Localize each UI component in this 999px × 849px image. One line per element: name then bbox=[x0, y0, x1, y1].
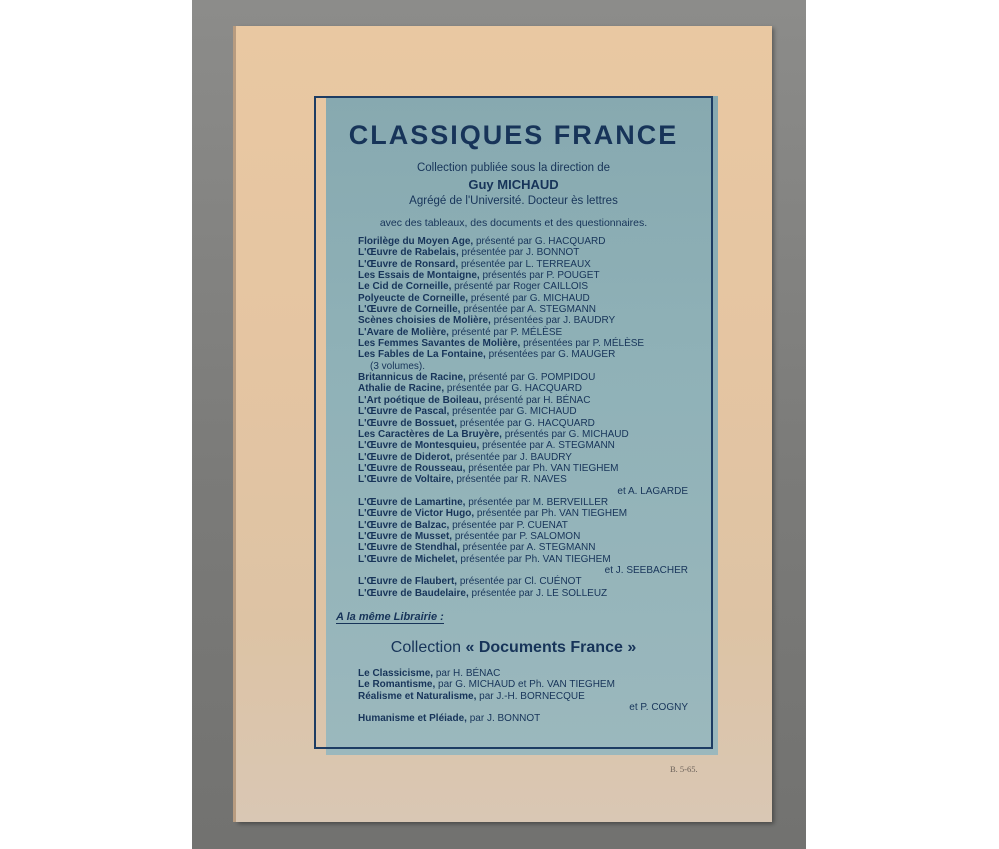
list-item bbox=[358, 247, 708, 258]
list-item bbox=[358, 679, 708, 690]
list-item bbox=[358, 520, 708, 531]
collection-subtitle: avec des tableaux, des documents et des questionnaires. bbox=[379, 217, 648, 229]
list-item bbox=[358, 418, 708, 429]
work-presenter: présentée par A. STEGMANN bbox=[482, 440, 615, 452]
editor-name: Guy MICHAUD bbox=[468, 177, 559, 192]
list-item bbox=[358, 452, 708, 463]
work-title: L'Œuvre de Bossuet, bbox=[358, 417, 458, 429]
list-item bbox=[358, 315, 708, 326]
list-item bbox=[358, 406, 708, 417]
work-title: L'Œuvre de Rousseau, bbox=[358, 462, 466, 474]
work-presenter: présentée par G. HACQUARD bbox=[459, 417, 595, 429]
work-title: Scènes choisies de Molière, bbox=[358, 315, 491, 327]
work-title: L'Œuvre de Corneille, bbox=[358, 304, 461, 316]
work-presenter: présentée par M. BERVEILLER bbox=[468, 496, 609, 508]
list-item bbox=[358, 691, 708, 702]
list-item bbox=[358, 259, 708, 270]
work-presenter: présenté par P. MÉLÈSE bbox=[451, 326, 563, 338]
work-presenter: présentées par J. BAUDRY bbox=[493, 315, 616, 327]
work-title: L'Œuvre de Ronsard, bbox=[358, 258, 459, 270]
list-item bbox=[358, 713, 708, 724]
list-item bbox=[358, 542, 708, 553]
work-title: L'Œuvre de Flaubert, bbox=[358, 576, 458, 588]
work-presenter: présenté par G. HACQUARD bbox=[475, 236, 606, 247]
work-presenter: présentée par L. TERREAUX bbox=[460, 258, 591, 270]
same-bookshop-label: A la même Librairie : bbox=[336, 611, 444, 623]
work-presenter: par G. MICHAUD et Ph. VAN TIEGHEM bbox=[438, 679, 615, 691]
work-title: L'Œuvre de Voltaire, bbox=[358, 474, 454, 486]
continuation-line: et P. COGNY bbox=[629, 702, 688, 714]
work-presenter: présentée par R. NAVES bbox=[456, 474, 567, 486]
volume-note: (3 volumes). bbox=[370, 360, 426, 372]
continuation-line: et A. LAGARDE bbox=[617, 485, 688, 497]
list-item bbox=[358, 508, 708, 519]
work-title: Les Fables de La Fontaine, bbox=[358, 349, 486, 361]
work-title: L'Œuvre de Montesquieu, bbox=[358, 440, 480, 452]
work-presenter: présentée par Ph. VAN TIEGHEM bbox=[468, 462, 619, 474]
work-presenter: présentée par J. LE SOLLEUZ bbox=[471, 587, 608, 599]
work-presenter: présentée par A. STEGMANN bbox=[462, 542, 596, 554]
list-item bbox=[358, 576, 708, 587]
work-presenter: présentée par J. BAUDRY bbox=[455, 451, 572, 463]
list-item bbox=[358, 236, 708, 247]
work-title: L'Œuvre de Musset, bbox=[358, 530, 453, 542]
work-presenter: par J. BONNOT bbox=[469, 713, 541, 725]
list-item bbox=[358, 327, 708, 338]
work-title: Athalie de Racine, bbox=[358, 383, 445, 395]
documents-france-title bbox=[314, 639, 713, 657]
work-presenter: présentées par G. MAUGER bbox=[488, 349, 616, 361]
work-title: Les Essais de Montaigne, bbox=[358, 270, 480, 282]
work-title: Britannicus de Racine, bbox=[358, 372, 466, 384]
work-title: L'Avare de Molière, bbox=[358, 326, 449, 338]
work-title: Le Cid de Corneille, bbox=[358, 281, 452, 293]
work-title: Florilège du Moyen Age, bbox=[358, 236, 474, 247]
list-item bbox=[358, 383, 708, 394]
work-title: L'Œuvre de Balzac, bbox=[358, 519, 450, 531]
work-presenter: présenté par H. BÉNAC bbox=[484, 394, 591, 406]
collection-title: CLASSIQUES FRANCE bbox=[348, 120, 679, 150]
work-title: Les Caractères de La Bruyère, bbox=[358, 428, 502, 440]
work-presenter: présentée par Cl. CUÉNOT bbox=[459, 576, 582, 588]
work-title: Humanisme et Pléiade, bbox=[358, 713, 467, 725]
work-title: L'Œuvre de Pascal, bbox=[358, 406, 450, 418]
work-presenter: par H. BÉNAC bbox=[435, 668, 501, 679]
work-title: Polyeucte de Corneille, bbox=[358, 292, 469, 304]
work-title: L'Art poétique de Boileau, bbox=[358, 394, 482, 406]
list-item bbox=[358, 372, 708, 383]
collection-name: « Documents France » bbox=[465, 639, 637, 656]
documents-list bbox=[358, 668, 708, 725]
work-title: L'Œuvre de Rabelais, bbox=[358, 247, 459, 259]
list-item bbox=[358, 293, 708, 304]
work-title: Les Femmes Savantes de Molière, bbox=[358, 338, 521, 350]
work-title: L'Œuvre de Lamartine, bbox=[358, 496, 466, 508]
work-presenter: par J.-H. BORNECQUE bbox=[479, 690, 585, 702]
work-presenter: présentée par P. SALOMON bbox=[454, 530, 581, 542]
collection-prefix: Collection bbox=[390, 639, 462, 656]
print-code: B. 5-65. bbox=[670, 764, 698, 774]
list-item bbox=[358, 361, 708, 372]
list-item bbox=[358, 270, 708, 281]
list-item bbox=[358, 463, 708, 474]
work-title: L'Œuvre de Stendhal, bbox=[358, 542, 460, 554]
work-presenter: présenté par Roger CAILLOIS bbox=[454, 281, 589, 293]
work-title: L'Œuvre de Diderot, bbox=[358, 451, 453, 463]
list-item bbox=[358, 588, 708, 599]
work-presenter: présenté par G. MICHAUD bbox=[470, 292, 590, 304]
list-item bbox=[358, 281, 708, 292]
work-presenter: présentée par A. STEGMANN bbox=[463, 304, 597, 316]
list-item bbox=[358, 440, 708, 451]
list-item bbox=[358, 531, 708, 542]
work-presenter: présentés par P. POUGET bbox=[482, 270, 600, 282]
list-item bbox=[358, 702, 708, 713]
work-presenter: présentée par G. MICHAUD bbox=[452, 406, 577, 418]
work-presenter: présentées par P. MÉLÈSE bbox=[523, 338, 645, 350]
work-title: L'Œuvre de Michelet, bbox=[358, 553, 458, 565]
work-title: Le Classicisme, bbox=[358, 668, 434, 679]
work-title: Réalisme et Naturalisme, bbox=[358, 690, 477, 702]
work-presenter: présentée par P. CUENAT bbox=[452, 519, 568, 531]
list-item bbox=[358, 497, 708, 508]
work-presenter: présentée par G. HACQUARD bbox=[446, 383, 582, 395]
list-item bbox=[358, 429, 708, 440]
list-item bbox=[358, 349, 708, 360]
direction-line: Collection publiée sous la direction de bbox=[416, 162, 611, 174]
work-presenter: présenté par G. POMPIDOU bbox=[468, 372, 596, 384]
list-item bbox=[358, 486, 708, 497]
list-item bbox=[358, 668, 708, 679]
works-list bbox=[358, 236, 708, 599]
work-presenter: présentée par Ph. VAN TIEGHEM bbox=[476, 508, 628, 520]
work-title: L'Œuvre de Baudelaire, bbox=[358, 587, 469, 599]
work-title: Le Romantisme, bbox=[358, 679, 436, 691]
list-item bbox=[358, 565, 708, 576]
continuation-line: et J. SEEBACHER bbox=[604, 564, 688, 576]
work-presenter: présentés par G. MICHAUD bbox=[504, 428, 629, 440]
list-item bbox=[358, 304, 708, 315]
list-item bbox=[358, 474, 708, 485]
list-item bbox=[358, 395, 708, 406]
work-presenter: présentée par J. BONNOT bbox=[461, 247, 580, 259]
work-title: L'Œuvre de Victor Hugo, bbox=[358, 508, 475, 520]
editor-credentials: Agrégé de l'Université. Docteur ès lettres bbox=[409, 195, 618, 207]
work-presenter: présentée par Ph. VAN TIEGHEM bbox=[460, 553, 611, 565]
list-item bbox=[358, 554, 708, 565]
list-item bbox=[358, 338, 708, 349]
